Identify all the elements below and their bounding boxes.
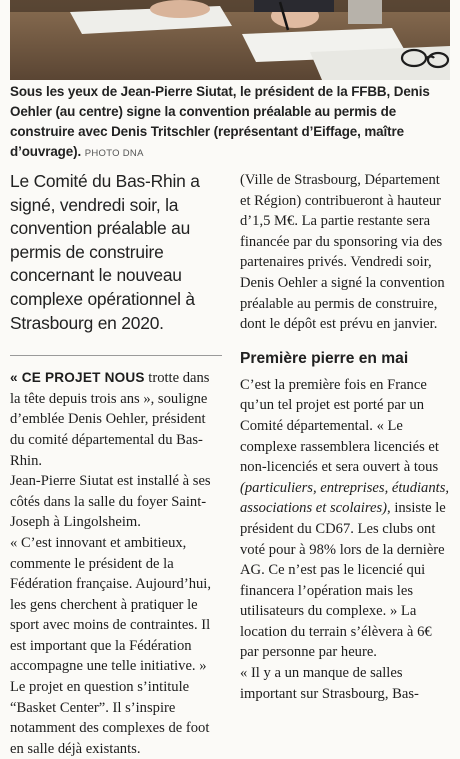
lead-paragraph: Le Comité du Bas-Rhin a signé, vendredi soir, la convention préalable au permis de construire concernant le nouveau complexe opérationnel à Strasbourg en 2020. <box>10 171 200 333</box>
signing-photo-illustration <box>10 0 450 80</box>
body-paragraph-5: (Ville de Strasbourg, Département et Région) contribueront à hauteur d’1,5 M€. La partie restante sera financée par du sponsoring via des partenaires privés. Vendredi soir, Denis Oehler a signé la convention préalable au permis de construire, dont le dépôt est prévu en janvier. <box>240 172 445 333</box>
body-paragraph-3: « C’est innovant et ambitieux, commente le président de la Fédération française. Aujourd’hui, les gens cherchent à pratiquer le sport avec moins de contraintes. Il est important que la Fédération accompagne une telle initiative. » <box>10 534 212 675</box>
article-column-right <box>240 170 452 700</box>
body-paragraph-2: Jean-Pierre Siutat est installé à ses côtés dans la salle du foyer Saint-Joseph à Lingolsheim. <box>10 473 211 531</box>
quote-kicker: « CE PROJET NOUS <box>10 370 145 386</box>
article-column-left <box>10 170 222 757</box>
body-paragraph-7: « Il y a un manque de salles important sur Strasbourg, Bas- <box>240 665 419 702</box>
section-subhead: Première pierre en mai <box>240 349 409 367</box>
photo-caption <box>10 82 452 164</box>
body-paragraph-6-b: , insiste le président du CD67. Les clubs ont voté pour à 98% lors de la dernière AG. Ce n’est pas le licencié qui financera l’opération mais les utilisateurs du complexe. » La location du terrain s’élèvera à 6€ par personne par heure. <box>240 500 446 661</box>
article-lead <box>10 170 222 335</box>
caption-text: Sous les yeux de Jean-Pierre Siutat, le président de la FFBB, Denis Oehler (au centre) signe la convention préalable au permis de construire avec Denis Tritschler (représentant d’Eiffage, maître d’ouvrage). <box>10 84 430 159</box>
lead-separator <box>10 355 222 356</box>
body-paragraph-1-text: trotte dans la tête depuis trois ans », souligne d’emblée Denis Oehler, président du comité départemental du Bas-Rhin. <box>10 370 210 469</box>
body-paragraph-6-italic: (particuliers, entreprises, étudiants, associations et scolaires) <box>240 479 450 517</box>
article-photo <box>10 0 450 80</box>
body-paragraph-6-a: C’est la première fois en France qu’un tel projet est porté par un Comité départemental. « Le complexe rassemblera licenciés et non-licenciés et sera ouvert à tous <box>240 376 439 476</box>
body-paragraph-1 <box>10 368 222 471</box>
body-paragraph-6 <box>240 375 452 663</box>
photo-credit: PHOTO DNA <box>84 148 144 159</box>
body-paragraph-4: Le projet en question s’intitule “Basket Center”. Il s’inspire notamment des complexes de foot en salle déjà existants. <box>10 679 210 757</box>
